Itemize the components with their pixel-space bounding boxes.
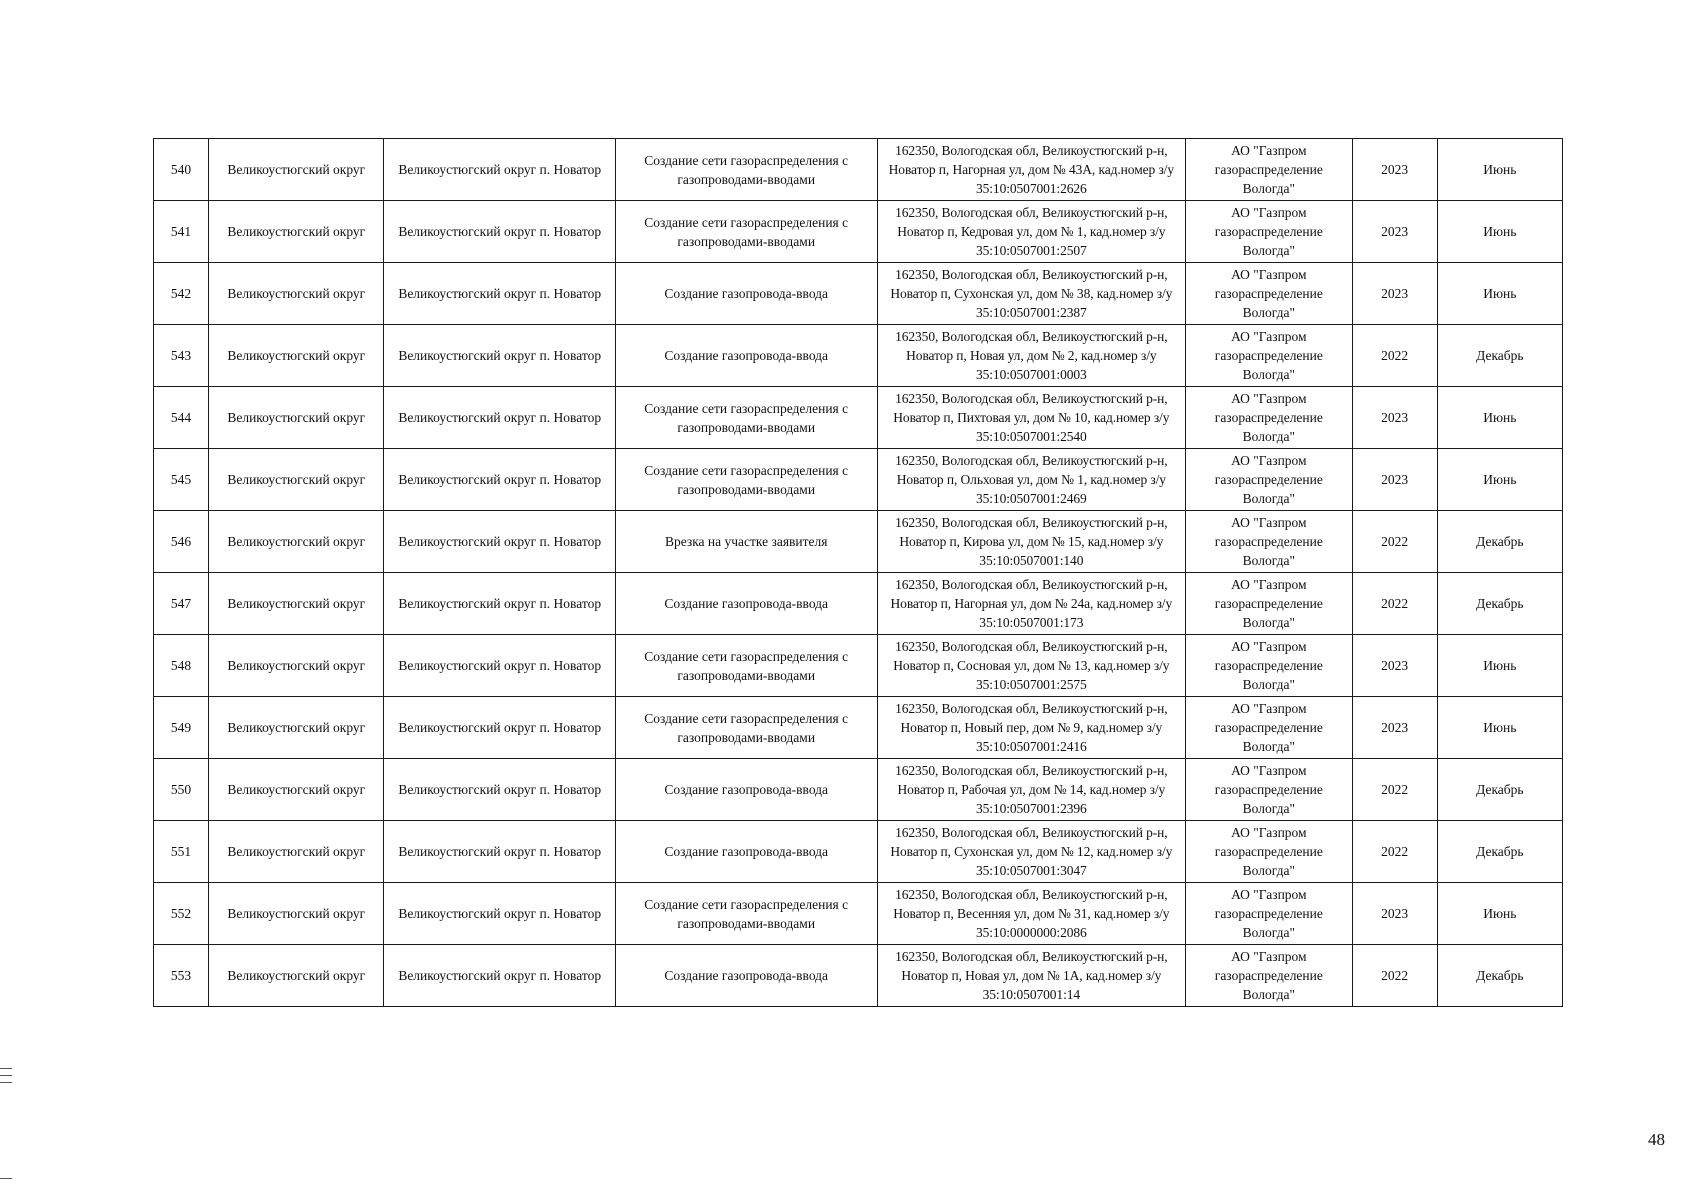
cell-row-number: 540 (154, 139, 209, 201)
cell-month: Июнь (1437, 387, 1562, 449)
cell-row-number: 549 (154, 697, 209, 759)
cell-year: 2022 (1352, 573, 1437, 635)
table-row (154, 325, 1563, 387)
cell-locality: Великоустюгский округ п. Новатор (384, 387, 615, 449)
table-row (154, 945, 1563, 1007)
cell-address: 162350, Вологодская обл, Великоустюгский р-н, Новатор п, Кирова ул, дом № 15, кад.номер з/у 35:10:0507001:140 (877, 511, 1186, 573)
cell-locality: Великоустюгский округ п. Новатор (384, 573, 615, 635)
cell-locality: Великоустюгский округ п. Новатор (384, 263, 615, 325)
cell-work-type: Создание сети газораспределения с газопроводами-вводами (615, 387, 877, 449)
cell-month: Июнь (1437, 201, 1562, 263)
cell-row-number: 542 (154, 263, 209, 325)
cell-locality: Великоустюгский округ п. Новатор (384, 883, 615, 945)
cell-district: Великоустюгский округ (209, 387, 384, 449)
cell-address: 162350, Вологодская обл, Великоустюгский р-н, Новатор п, Сосновая ул, дом № 13, кад.номер з/у 35:10:0507001:2575 (877, 635, 1186, 697)
cell-district: Великоустюгский округ (209, 511, 384, 573)
cell-organization: АО "Газпром газораспределение Вологда" (1186, 697, 1352, 759)
table-row (154, 511, 1563, 573)
cell-address: 162350, Вологодская обл, Великоустюгский р-н, Новатор п, Новый пер, дом № 9, кад.номер з/у 35:10:0507001:2416 (877, 697, 1186, 759)
cell-district: Великоустюгский округ (209, 573, 384, 635)
cell-organization: АО "Газпром газораспределение Вологда" (1186, 449, 1352, 511)
cell-address: 162350, Вологодская обл, Великоустюгский р-н, Новатор п, Рабочая ул, дом № 14, кад.номер з/у 35:10:0507001:2396 (877, 759, 1186, 821)
cell-row-number: 551 (154, 821, 209, 883)
cell-month: Декабрь (1437, 821, 1562, 883)
cell-organization: АО "Газпром газораспределение Вологда" (1186, 201, 1352, 263)
cell-row-number: 548 (154, 635, 209, 697)
cell-address: 162350, Вологодская обл, Великоустюгский р-н, Новатор п, Весенняя ул, дом № 31, кад.номер з/у 35:10:0000000:2086 (877, 883, 1186, 945)
cell-address: 162350, Вологодская обл, Великоустюгский р-н, Новатор п, Нагорная ул, дом № 43А, кад.номер з/у 35:10:0507001:2626 (877, 139, 1186, 201)
cell-district: Великоустюгский округ (209, 139, 384, 201)
cell-row-number: 541 (154, 201, 209, 263)
cell-locality: Великоустюгский округ п. Новатор (384, 821, 615, 883)
cell-district: Великоустюгский округ (209, 821, 384, 883)
cell-organization: АО "Газпром газораспределение Вологда" (1186, 573, 1352, 635)
cell-month: Декабрь (1437, 511, 1562, 573)
cell-work-type: Создание газопровода-ввода (615, 325, 877, 387)
gasification-schedule-table (153, 138, 1563, 1007)
table-row (154, 449, 1563, 511)
cell-work-type: Создание газопровода-ввода (615, 945, 877, 1007)
cell-work-type: Создание сети газораспределения с газопроводами-вводами (615, 139, 877, 201)
table-row (154, 387, 1563, 449)
cell-district: Великоустюгский округ (209, 325, 384, 387)
table-row (154, 263, 1563, 325)
cell-work-type: Создание газопровода-ввода (615, 759, 877, 821)
cell-organization: АО "Газпром газораспределение Вологда" (1186, 635, 1352, 697)
cell-district: Великоустюгский округ (209, 635, 384, 697)
cell-district: Великоустюгский округ (209, 945, 384, 1007)
cell-locality: Великоустюгский округ п. Новатор (384, 449, 615, 511)
table-row (154, 635, 1563, 697)
table-row (154, 883, 1563, 945)
cell-year: 2023 (1352, 635, 1437, 697)
cell-organization: АО "Газпром газораспределение Вологда" (1186, 821, 1352, 883)
cell-year: 2023 (1352, 697, 1437, 759)
table-row (154, 139, 1563, 201)
cell-work-type: Создание сети газораспределения с газопроводами-вводами (615, 883, 877, 945)
cell-month: Декабрь (1437, 759, 1562, 821)
cell-row-number: 545 (154, 449, 209, 511)
cell-month: Декабрь (1437, 945, 1562, 1007)
cell-year: 2022 (1352, 325, 1437, 387)
cell-month: Декабрь (1437, 325, 1562, 387)
cell-work-type: Создание сети газораспределения с газопроводами-вводами (615, 697, 877, 759)
cell-organization: АО "Газпром газораспределение Вологда" (1186, 139, 1352, 201)
cell-organization: АО "Газпром газораспределение Вологда" (1186, 325, 1352, 387)
cell-district: Великоустюгский округ (209, 883, 384, 945)
cell-year: 2023 (1352, 139, 1437, 201)
cell-month: Июнь (1437, 139, 1562, 201)
table-row (154, 759, 1563, 821)
cell-row-number: 543 (154, 325, 209, 387)
cell-address: 162350, Вологодская обл, Великоустюгский р-н, Новатор п, Новая ул, дом № 1А, кад.номер з/у 35:10:0507001:14 (877, 945, 1186, 1007)
cell-year: 2023 (1352, 883, 1437, 945)
cell-locality: Великоустюгский округ п. Новатор (384, 201, 615, 263)
cell-year: 2023 (1352, 449, 1437, 511)
cell-organization: АО "Газпром газораспределение Вологда" (1186, 511, 1352, 573)
cell-organization: АО "Газпром газораспределение Вологда" (1186, 883, 1352, 945)
cell-address: 162350, Вологодская обл, Великоустюгский р-н, Новатор п, Ольховая ул, дом № 1, кад.номер з/у 35:10:0507001:2469 (877, 449, 1186, 511)
cell-month: Июнь (1437, 263, 1562, 325)
cell-work-type: Врезка на участке заявителя (615, 511, 877, 573)
cell-row-number: 547 (154, 573, 209, 635)
cell-district: Великоустюгский округ (209, 201, 384, 263)
cell-locality: Великоустюгский округ п. Новатор (384, 635, 615, 697)
table-row (154, 201, 1563, 263)
cell-address: 162350, Вологодская обл, Великоустюгский р-н, Новатор п, Кедровая ул, дом № 1, кад.номер з/у 35:10:0507001:2507 (877, 201, 1186, 263)
cell-row-number: 552 (154, 883, 209, 945)
cell-district: Великоустюгский округ (209, 263, 384, 325)
cell-work-type: Создание сети газораспределения с газопроводами-вводами (615, 201, 877, 263)
cell-month: Июнь (1437, 635, 1562, 697)
cell-year: 2022 (1352, 945, 1437, 1007)
cell-locality: Великоустюгский округ п. Новатор (384, 697, 615, 759)
cell-year: 2022 (1352, 511, 1437, 573)
cell-work-type: Создание сети газораспределения с газопроводами-вводами (615, 635, 877, 697)
table-row (154, 573, 1563, 635)
table-row (154, 821, 1563, 883)
cell-month: Июнь (1437, 883, 1562, 945)
cell-work-type: Создание сети газораспределения с газопроводами-вводами (615, 449, 877, 511)
cell-row-number: 550 (154, 759, 209, 821)
cell-organization: АО "Газпром газораспределение Вологда" (1186, 387, 1352, 449)
cell-row-number: 553 (154, 945, 209, 1007)
cell-locality: Великоустюгский округ п. Новатор (384, 759, 615, 821)
cell-row-number: 544 (154, 387, 209, 449)
cell-year: 2023 (1352, 201, 1437, 263)
cell-district: Великоустюгский округ (209, 759, 384, 821)
cell-month: Июнь (1437, 449, 1562, 511)
page-number: 48 (1648, 1130, 1665, 1149)
cell-work-type: Создание газопровода-ввода (615, 821, 877, 883)
cell-district: Великоустюгский округ (209, 697, 384, 759)
cell-month: Декабрь (1437, 573, 1562, 635)
cell-locality: Великоустюгский округ п. Новатор (384, 325, 615, 387)
cell-year: 2022 (1352, 759, 1437, 821)
cell-address: 162350, Вологодская обл, Великоустюгский р-н, Новатор п, Сухонская ул, дом № 12, кад.номер з/у 35:10:0507001:3047 (877, 821, 1186, 883)
cell-organization: АО "Газпром газораспределение Вологда" (1186, 263, 1352, 325)
cell-work-type: Создание газопровода-ввода (615, 573, 877, 635)
cell-month: Июнь (1437, 697, 1562, 759)
cell-row-number: 546 (154, 511, 209, 573)
cell-organization: АО "Газпром газораспределение Вологда" (1186, 945, 1352, 1007)
table-body (154, 139, 1563, 1007)
cell-address: 162350, Вологодская обл, Великоустюгский р-н, Новатор п, Нагорная ул, дом № 24а, кад.номер з/у 35:10:0507001:173 (877, 573, 1186, 635)
cell-address: 162350, Вологодская обл, Великоустюгский р-н, Новатор п, Сухонская ул, дом № 38, кад.номер з/у 35:10:0507001:2387 (877, 263, 1186, 325)
table-row (154, 697, 1563, 759)
cell-address: 162350, Вологодская обл, Великоустюгский р-н, Новатор п, Новая ул, дом № 2, кад.номер з/у 35:10:0507001:0003 (877, 325, 1186, 387)
cell-work-type: Создание газопровода-ввода (615, 263, 877, 325)
cell-district: Великоустюгский округ (209, 449, 384, 511)
cell-address: 162350, Вологодская обл, Великоустюгский р-н, Новатор п, Пихтовая ул, дом № 10, кад.номер з/у 35:10:0507001:2540 (877, 387, 1186, 449)
cell-organization: АО "Газпром газораспределение Вологда" (1186, 759, 1352, 821)
cell-locality: Великоустюгский округ п. Новатор (384, 945, 615, 1007)
cell-locality: Великоустюгский округ п. Новатор (384, 139, 615, 201)
scan-mark (0, 1178, 12, 1179)
scan-mark (0, 1082, 12, 1083)
cell-year: 2023 (1352, 263, 1437, 325)
cell-locality: Великоустюгский округ п. Новатор (384, 511, 615, 573)
cell-year: 2022 (1352, 821, 1437, 883)
cell-year: 2023 (1352, 387, 1437, 449)
scan-mark (0, 1068, 12, 1069)
scan-mark (0, 1075, 12, 1076)
scan-edge-marks (0, 1068, 12, 1089)
